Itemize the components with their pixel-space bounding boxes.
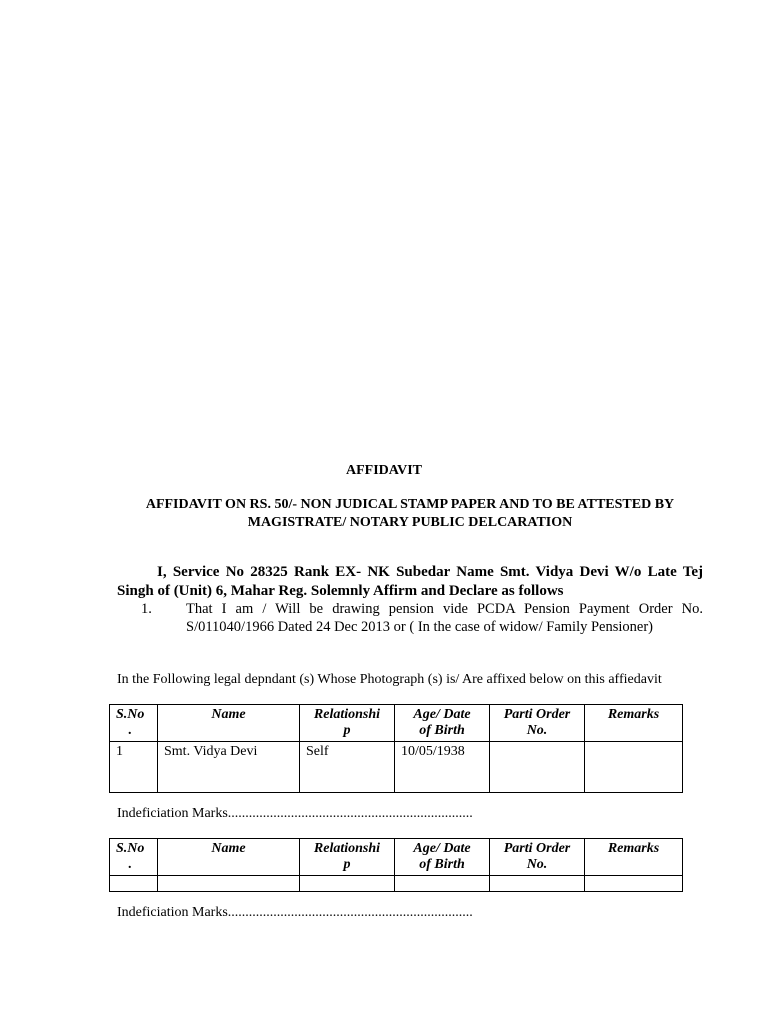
header-sno-line2: . [128, 857, 132, 872]
header-sno [110, 705, 158, 742]
header-sno-line1: S.No [116, 707, 145, 722]
header-age-line1: Age/ Date [413, 841, 471, 856]
identification-marks-dots: ...................................................................... [227, 806, 473, 821]
header-age-line1: Age/ Date [413, 707, 471, 722]
header-sno-line1: S.No [116, 841, 145, 856]
cell-order [490, 742, 585, 793]
cell-order [490, 876, 585, 892]
identification-marks-dots: ...................................................................... [227, 905, 473, 920]
header-sno [110, 839, 158, 876]
cell-relationship [300, 876, 395, 892]
header-remarks: Remarks [585, 839, 683, 876]
document-subtitle: AFFIDAVIT ON RS. 50/- NON JUDICAL STAMP PAPER AND TO BE ATTESTED BY MAGISTRATE/ NOTARY PUBLIC DELCARATION [145, 497, 675, 530]
cell-age: 10/05/1938 [395, 742, 490, 793]
header-sno-line2: . [128, 723, 132, 738]
cell-name [158, 876, 300, 892]
dependants-intro: In the Following legal depndant (s) Whose Photograph (s) is/ Are affixed below on this affiedavit [117, 672, 662, 687]
header-relationship-line2: p [343, 857, 351, 872]
cell-relationship: Self [300, 742, 395, 793]
identification-marks-line [117, 806, 473, 822]
header-remarks: Remarks [585, 705, 683, 742]
header-order [490, 839, 585, 876]
cell-sno: 1 [110, 742, 158, 793]
identification-marks-line-2 [117, 905, 473, 921]
header-name: Name [158, 839, 300, 876]
item-number: 1. [141, 601, 152, 617]
cell-remarks [585, 876, 683, 892]
table-header-row [110, 705, 683, 742]
header-order-line1: Parti Order [503, 707, 571, 722]
header-relationship-line1: Relationshi [313, 841, 381, 856]
identification-marks-label: Indeficiation Marks [117, 806, 228, 821]
table-header-row [110, 839, 683, 876]
numbered-item [117, 600, 703, 636]
header-order [490, 705, 585, 742]
dependants-table-blank [109, 838, 683, 892]
item-text: That I am / Will be drawing pension vide PCDA Pension Payment Order No. S/011040/1966 Dated 24 Dec 2013 or ( In the case of widow/ Family Pensioner) [186, 601, 703, 635]
header-age [395, 839, 490, 876]
header-order-line1: Parti Order [503, 841, 571, 856]
document-title: AFFIDAVIT [346, 463, 422, 478]
table-row [110, 876, 683, 892]
table-row [110, 742, 683, 793]
header-relationship-line2: p [343, 723, 351, 738]
header-relationship [300, 705, 395, 742]
header-relationship-line1: Relationshi [313, 707, 381, 722]
header-order-line2: No. [526, 723, 548, 738]
header-age-line2: of Birth [419, 723, 465, 738]
cell-name: Smt. Vidya Devi [158, 742, 300, 793]
header-age-line2: of Birth [419, 857, 465, 872]
declaration-paragraph: I, Service No 28325 Rank EX- NK Subedar Name Smt. Vidya Devi W/o Late Tej Singh of (Unit) 6, Mahar Reg. Solemnly Affirm and Declare as follows [117, 564, 703, 599]
cell-remarks [585, 742, 683, 793]
dependants-table [109, 704, 683, 793]
identification-marks-label: Indeficiation Marks [117, 905, 228, 920]
cell-age [395, 876, 490, 892]
header-name: Name [158, 705, 300, 742]
header-age [395, 705, 490, 742]
header-order-line2: No. [526, 857, 548, 872]
cell-sno [110, 876, 158, 892]
header-relationship [300, 839, 395, 876]
